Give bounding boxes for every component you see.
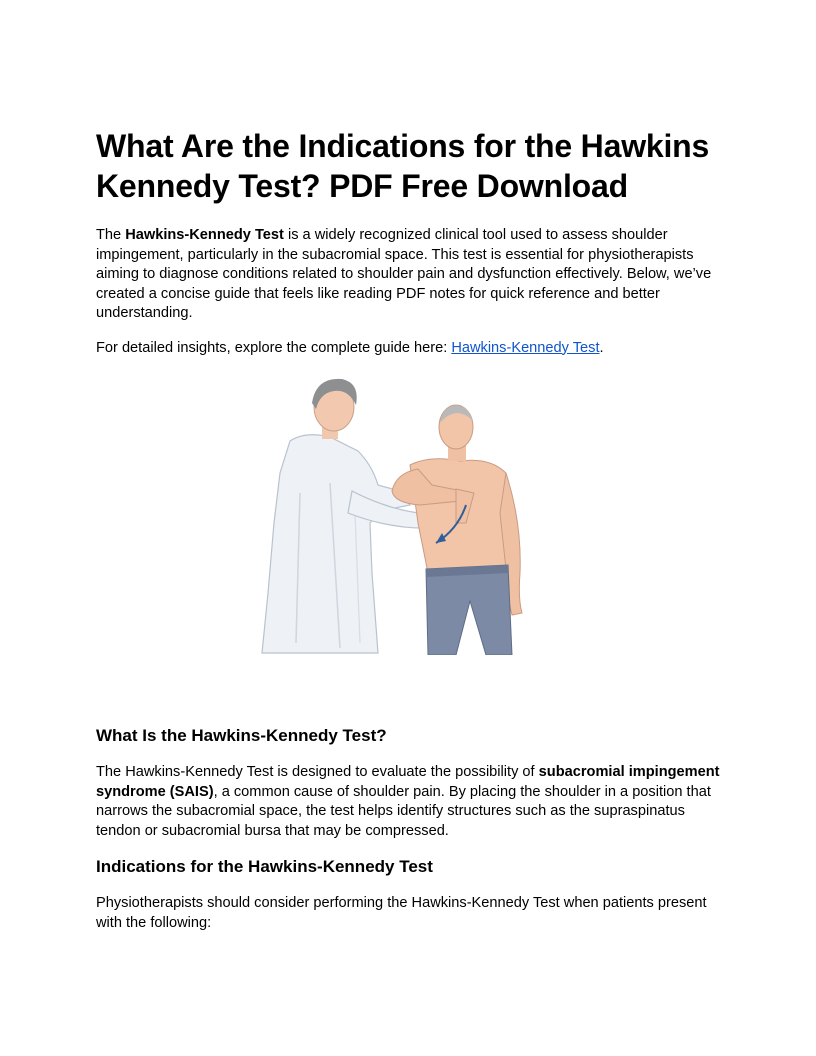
guide-paragraph xyxy=(96,339,720,359)
section1-bold-term: subacromial impingement syndrome (SAIS) xyxy=(96,764,720,800)
section1-text-start: The Hawkins-Kennedy Test is designed to evaluate the possibility of xyxy=(96,764,539,780)
page-title: What Are the Indications for the Hawkins Kennedy Test? PDF Free Download xyxy=(96,128,710,204)
intro-paragraph xyxy=(96,226,720,324)
guide-text-end: . xyxy=(599,339,604,356)
section2-paragraph: Physiotherapists should consider performing the Hawkins-Kennedy Test when patients present with the following: xyxy=(96,895,707,931)
section1-paragraph xyxy=(96,763,720,841)
illustration-image xyxy=(260,373,530,655)
guide-text: For detailed insights, explore the complete guide here: xyxy=(96,339,452,356)
section-heading-what-is: What Is the Hawkins-Kennedy Test? xyxy=(96,726,387,745)
intro-text-start: The xyxy=(96,227,126,243)
section-heading-indications: Indications for the Hawkins-Kennedy Test xyxy=(96,857,433,876)
section1-text-rest: , a common cause of shoulder pain. By placing the shoulder in a position that narrows the subacromial space, the test helps identify structures such as the supraspinatus tendon or subacromial bursa that may be compressed. xyxy=(96,783,711,839)
document-content xyxy=(96,126,720,948)
intro-bold-term: Hawkins-Kennedy Test xyxy=(125,227,284,243)
test-illustration xyxy=(96,373,720,663)
intro-text-rest: is a widely recognized clinical tool used to assess shoulder impingement, particularly in the subacromial space. This test is essential for physiotherapists aiming to diagnose conditions related to shoulder pain and dysfunction effectively. Below, we’ve created a concise guide that feels like reading PDF notes for quick reference and better understanding. xyxy=(96,227,712,321)
guide-link[interactable]: Hawkins-Kennedy Test xyxy=(451,339,600,356)
